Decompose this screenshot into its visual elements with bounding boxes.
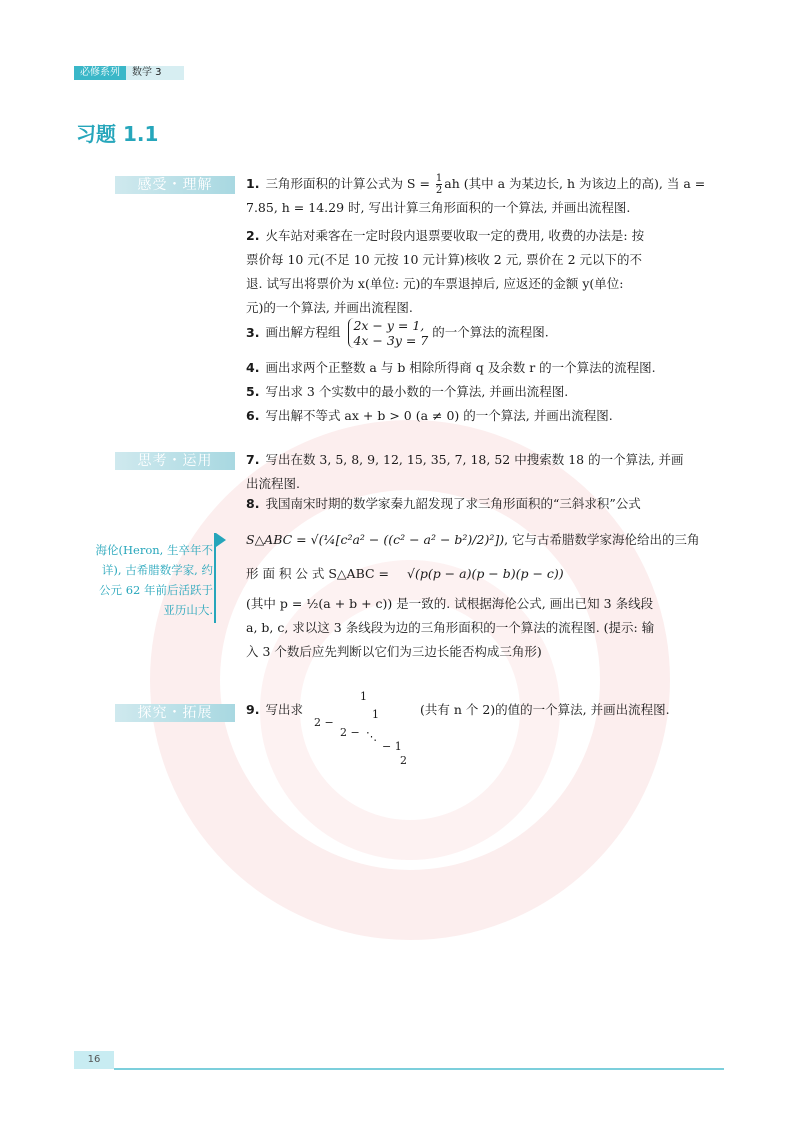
cf-numerator-2: 1 [372, 708, 379, 721]
problem-text: 三角形面积的计算公式为 S = [265, 176, 430, 191]
cf-term-2: 2 − [340, 726, 360, 739]
problem-text: 7.85, h = 14.29 时, 写出计算三角形面积的一个算法, 并画出流程图. [246, 200, 631, 215]
problem-text: ah (其中 a 为某边长, h 为该边上的高), 当 a = [444, 176, 706, 191]
problem-2 [246, 224, 724, 320]
heron-formula: √(p(p − a)(p − b)(p − c)) [406, 566, 564, 581]
problem-8-heron-line [246, 562, 724, 586]
problem-line: 写出在数 3, 5, 8, 9, 12, 15, 35, 7, 18, 52 中搜索数 18 的一个算法, 并画 [265, 452, 684, 467]
fraction-denominator: 2 [435, 185, 443, 196]
problem-line: 火车站对乘客在一定时段内退票要收取一定的费用, 收费的办法是: 按 [265, 228, 645, 243]
problem-7 [246, 448, 724, 496]
section-label-3: 探究・拓展 [115, 704, 235, 722]
problem-number: 8. [246, 496, 260, 511]
problem-line: 出流程图. [246, 476, 300, 491]
qin-formula: S△ABC = √(¼[c²a² − ((c² − a² − b²)/2)²]) [246, 532, 505, 547]
running-header [74, 66, 184, 80]
problem-number: 4. [246, 360, 260, 375]
cf-denominator: 2 [400, 754, 407, 767]
problem-line: 票价每 10 元(不足 10 元按 10 元计算)核收 2 元, 票价在 2 元以下的不 [246, 252, 643, 267]
problem-text: 画出解方程组 [265, 324, 341, 340]
problem-text: 写出求 [265, 702, 303, 717]
sidenote-arrow-icon [216, 533, 226, 547]
problem-6 [246, 404, 724, 428]
problem-number: 6. [246, 408, 260, 423]
section-label-1: 感受・理解 [115, 176, 235, 194]
fraction [436, 173, 442, 196]
problem-number: 2. [246, 228, 260, 243]
heron-sidenote: 海伦(Heron, 生卒年不详), 古希腊数学家, 约公元 62 年前后活跃于亚历山大. [95, 543, 213, 617]
cf-numerator: 1 [360, 690, 367, 703]
page-title: 习题 1.1 [76, 122, 159, 146]
problem-number: 7. [246, 452, 260, 467]
fraction-numerator: 1 [435, 173, 443, 184]
problem-number: 5. [246, 384, 260, 399]
problem-text: 写出解不等式 ax + b > 0 (a ≠ 0) 的一个算法, 并画出流程图. [265, 408, 613, 423]
problem-1 [246, 172, 724, 220]
problem-text: , 它与古希腊数学家海伦给出的三角 [504, 532, 700, 547]
problem-9-continued [420, 698, 720, 722]
problem-line: (其中 p = ½(a + b + c)) 是一致的. 试根据海伦公式, 画出已知 3 条线段 [246, 596, 654, 611]
problem-5 [246, 380, 724, 404]
problem-text: 的一个算法的流程图. [432, 324, 549, 340]
page-number: 16 [74, 1051, 114, 1069]
cf-term-last: − 1 [382, 740, 402, 753]
section-label-2: 思考・运用 [115, 452, 235, 470]
problem-8-continued [246, 592, 724, 664]
equation-2: 4x − 3y = 7 [353, 333, 429, 348]
problem-text: 写出求 3 个实数中的最小数的一个算法, 并画出流程图. [265, 384, 569, 399]
footer-rule [114, 1068, 724, 1070]
problem-line: 退. 试写出将票价为 x(单位: 元)的车票退掉后, 应返还的金额 y(单位: [246, 276, 624, 291]
series-label: 必修系列 [74, 66, 126, 80]
cf-ellipsis: ⋱ [366, 730, 377, 743]
problem-line: 入 3 个数后应先判断以它们为三边长能否构成三角形) [246, 644, 542, 659]
problem-4 [246, 356, 724, 380]
problem-number: 3. [246, 324, 260, 340]
problem-3 [246, 318, 724, 348]
subject-label: 数学 3 [126, 66, 184, 80]
problem-text: (共有 n 个 2)的值的一个算法, 并画出流程图. [420, 702, 670, 717]
equation-system [348, 318, 428, 348]
problem-line: 我国南宋时期的数学家秦九韶发现了求三角形面积的“三斜求积”公式 [265, 496, 641, 511]
problem-line: a, b, c, 求以这 3 条线段为边的三角形面积的一个算法的流程图. (提示: 输 [246, 620, 655, 635]
problem-number: 1. [246, 176, 260, 191]
problem-line: 元)的一个算法, 并画出流程图. [246, 300, 413, 315]
problem-text: 形 面 积 公 式 S△ABC = [246, 566, 389, 581]
cf-term-1: 2 − [314, 716, 334, 729]
problem-8 [246, 492, 724, 516]
continued-fraction [310, 690, 420, 770]
problem-number: 9. [246, 702, 260, 717]
problem-text: 画出求两个正整数 a 与 b 相除所得商 q 及余数 r 的一个算法的流程图. [265, 360, 656, 375]
problem-8-formula-line [246, 528, 724, 552]
equation-1: 2x − y = 1, [353, 318, 425, 333]
